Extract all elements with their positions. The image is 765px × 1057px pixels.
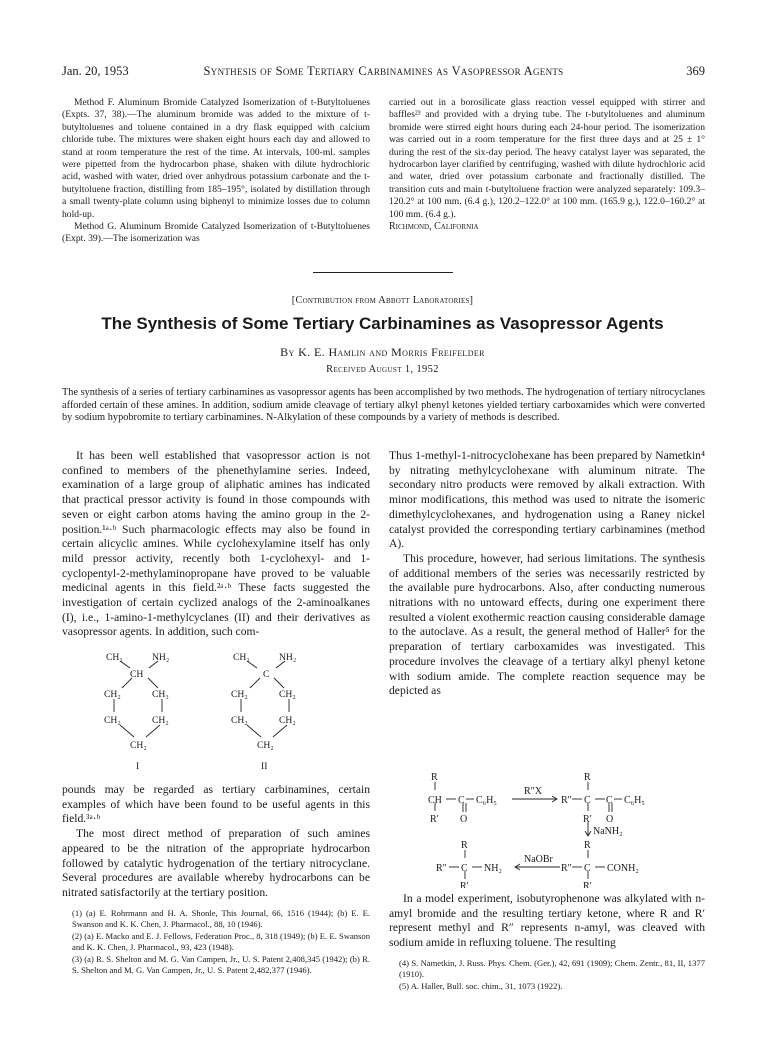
scheme-Rp-1: R′ — [430, 814, 439, 825]
II-ch2-left: CH₂ — [231, 689, 248, 700]
I-ch2-lower-left: CH₂ — [104, 715, 121, 726]
II-nh2: NH₂ — [279, 652, 297, 663]
structure-I-label: I — [136, 761, 140, 772]
contribution-line: [Contribution from Abbott Laboratories] — [291, 295, 474, 306]
reagent-naobr: NaOBr — [524, 854, 553, 865]
I-ch: CH — [130, 669, 144, 680]
footnote-3: (3) (a) R. S. Shelton and M. G. Van Campen, Jr., U. S. Patent 2,408,345 (1942); (b) R. S. Shelton and M. G. Van Campen, Jr., U. S. Patent 2,482,377 (1946). — [72, 953, 370, 976]
body-right-column-top — [389, 449, 705, 699]
I-nh2: NH₂ — [152, 652, 170, 663]
scheme-o-2: O — [606, 814, 614, 825]
scheme-Rpp-4: R″ — [436, 863, 447, 874]
II-ch3: CH₃ — [233, 652, 250, 663]
preparation-paragraph: The most direct method of preparation of such amines appeared to be the nitration of the appropriate hydrocarbon followed by catalytic hydrogenation of the tertiary nitrocyclane. Several procedures are available whereby hydrocarbons can be nitrated satisfactorily at the tertiary position. — [62, 827, 370, 899]
body-left-column-top — [62, 449, 370, 640]
model-experiment-paragraph: In a model experiment, isobutyrophenone was alkylated with n-amyl bromide and the resulting tertiary ketone, where R and R′ represent methyl and R″ represents n-amyl, was cleaved with sodium amide in refluxing toluene. The resulting — [389, 892, 705, 950]
affiliation: Richmond, California — [389, 221, 479, 233]
footnote-5: (5) A. Haller, Bull. soc. chim., 31, 1073 (1922). — [399, 980, 563, 991]
running-title: Synthesis of Some Tertiary Carbinamines as Vasopressor Agents — [203, 64, 564, 78]
II-ch2-bottom: CH₂ — [257, 740, 274, 751]
footnote-2: (2) (a) E. Macko and E. J. Fellows, Federation Proc., 8, 318 (1949); (b) E. E. Swanson and K. K. Chen, J. Pharmacol., 93, 423 (1948). — [72, 930, 370, 953]
scheme-c-4: C — [584, 863, 591, 874]
scheme-R-1: R — [431, 772, 438, 783]
footnotes-right — [389, 958, 705, 992]
scheme-conh2: CONH₂ — [607, 863, 639, 874]
scheme-o-1: O — [460, 814, 468, 825]
scheme-Rp-4: R′ — [460, 881, 469, 888]
I-ch2-lower-right: CH₂ — [152, 715, 169, 726]
scheme-c-2: C — [584, 795, 591, 806]
I-ch2-left: CH₂ — [104, 689, 121, 700]
II-ch2-lower-right: CH₂ — [279, 715, 296, 726]
method-g-continued: carried out in a borosilicate glass reaction vessel equipped with stirrer and baffles²³ and provided with a drying tube. The t-butyltoluenes and aluminum bromide were stirred eight hours during each 24-hour period. The isomerization was carried out in a room temperature for the first three days and at 25 ± 1° during the rest of the six-day period. The heavy catalyst layer was separated, the hydrocarbon layer clarified by centrifuging, washed with dilute hydrochloric acid and water, dried over potassium carbonate and fractionally distilled. The transition cuts and main t-butyltoluene fraction were analyzed separately: 109.3–120.2° at 100 mm. (6.4 g.), 120.2–122.0° at 100 mm. (165.9 g.), 122.0–160.2° at 100 mm. (6.4 g.). — [389, 97, 705, 220]
authors: By K. E. Hamlin and Morris Freifelder — [280, 345, 485, 359]
II-ch2-lower-left: CH₂ — [231, 715, 248, 726]
reaction-scheme — [420, 770, 710, 888]
scheme-Rpp-3: R″ — [561, 863, 572, 874]
section-divider — [313, 272, 453, 273]
scheme-c-5: C — [461, 863, 468, 874]
issue-date: Jan. 20, 1953 — [62, 64, 129, 78]
footnote-1: (1) (a) E. Rohrmann and H. A. Shonle, This Journal, 66, 1516 (1944); (b) E. E. Swanson and K. K. Chen, J. Pharmacol., 88, 10 (1946). — [72, 908, 370, 930]
running-head — [62, 64, 705, 80]
structure-diagram — [100, 652, 340, 780]
scheme-ch: CH — [428, 795, 442, 806]
I-ch3-right: CH₃ — [152, 689, 169, 700]
I-ch2-bottom: CH₂ — [130, 740, 147, 751]
tertiary-carbinamines-paragraph: pounds may be regarded as tertiary carbinamines, certain examples of which have been found to be useful agents in this field.³ᵃ·ᵇ — [62, 783, 370, 826]
intro-paragraph: It has been well established that vasopressor action is not confined to members of the phenethylamine series. Indeed, examination of a large group of aliphatic amines has indicated that practical pressor activity is found in those compounds with seven or eight carbon atoms having the amino group in the 2-position.¹ᵃ·ᵇ Such pharmacologic effects may also be found in certain alicyclic amines. While cyclohexylamine itself has only mild pressor activity, recently both 1-cyclohexyl- and 1-cyclopentyl-2-methylaminopropane have proved to be valuable medicinal agents in this field.²ᵃ·ᵇ These facts suggested the investigation of certain cyclized analogs of the 2-aminoalkanes (I), i.e., 1-amino-1-methylcyclanes (II) and their derivatives as vasopressor agents. In addition, such com- — [62, 449, 370, 639]
body-left-column-bottom — [62, 783, 370, 901]
scheme-R-2: R — [584, 772, 591, 783]
scheme-c6h5-2: C₆H₅ — [624, 795, 645, 806]
footnote-4: (4) S. Nametkin, J. Russ. Phys. Chem. (Ger.), 42, 691 (1909); Chem. Zentr., 81, II, 1377 (1910). — [399, 958, 705, 980]
scheme-Rp-2: R′ — [583, 814, 592, 825]
abstract: The synthesis of a series of tertiary carbinamines as vasopressor agents has been accomplished by two methods. The hydrogenation of tertiary nitrocyclanes afforded certain of these amines. In addition, sodium amide cleavage of tertiary alkyl phenyl ketones yielded tertiary carboxamides which were converted by sodium hypobromite to tertiary carbinamines. N-Alkylation of these compounds by a variety of methods is described. — [62, 387, 705, 424]
I-ch3: CH₃ — [106, 652, 123, 663]
method-g-paragraph: Method G. Aluminum Bromide Catalyzed Isomerization of t-Butyltoluenes (Expt. 39).—The isomerization was — [62, 221, 370, 245]
scheme-R-4: R — [461, 840, 468, 851]
scheme-c6h5-1: C₆H₅ — [476, 795, 497, 806]
scheme-R-3: R — [584, 840, 591, 851]
page-number: 369 — [686, 64, 705, 78]
nametkin-paragraph: Thus 1-methyl-1-nitrocyclohexane has been prepared by Nametkin⁴ by nitrating methylcyclohexane with aluminum nitrate. The secondary nitro products were removed by alkali extraction. With minor modifications, this method was used to nitrate the isomeric dimethylcyclohexanes, and hydrogenation using a Raney nickel catalyst provided the corresponding tertiary carbinamines (method A). — [389, 449, 705, 551]
received-date: Received August 1, 1952 — [326, 364, 439, 375]
reagent-nanh2: NaNH₂ — [593, 826, 623, 837]
reaction-scheme-diagram — [420, 770, 710, 888]
body-right-column-bottom — [389, 892, 705, 951]
scheme-c-3: C — [606, 795, 613, 806]
article-title: The Synthesis of Some Tertiary Carbinamines as Vasopressor Agents — [101, 314, 664, 333]
scheme-c-1: C — [458, 795, 465, 806]
structures-I-II — [100, 652, 340, 780]
II-c: C — [263, 669, 270, 680]
method-f-paragraph: Method F. Aluminum Bromide Catalyzed Isomerization of t-Butyltoluenes (Expts. 37, 38).—The aluminum bromide was added to the mixture of t-butyltoluenes and toluene contained in a dry flask equipped with calcium chloride tube. The mixtures were shaken eight hours each day and allowed to stand at room temperature the rest of the time. At intervals, 100-ml. samples were pipetted from the hydrocarbon phase, shaken with dilute hydrochloric acid, washed with water, dried over anhydrous potassium carbonate and the t-butyltoluene fraction, distilling from 185–195°, isolated by distillation through a small twenty-plate column using biphenyl to minimize losses due to column hold-up. — [62, 97, 370, 220]
II-ch2-right: CH₂ — [279, 689, 296, 700]
prev-article-left-column — [62, 97, 370, 246]
reagent-rx: R″X — [524, 786, 543, 797]
prev-article-right-column — [389, 97, 705, 233]
structure-II-label: II — [261, 761, 268, 772]
scheme-Rpp-2: R″ — [561, 795, 572, 806]
scheme-nh2: NH₂ — [484, 863, 502, 874]
scheme-Rp-3: R′ — [583, 881, 592, 888]
limitations-paragraph: This procedure, however, had serious limitations. The synthesis of additional members of the series was necessarily restricted by the available pure hydrocarbons. Also, after conducting numerous nitrations with no untoward effects, during one experiment there resulted a violent exothermic reaction causing considerable damage to the autoclave. As a result, the general method of Haller⁵ for the preparation of tertiary carboxamides was investigated. This procedure involves the cleavage of a tertiary alkyl phenyl ketone with sodium amide. The complete reaction sequence may be depicted as — [389, 551, 705, 698]
footnotes-left — [62, 908, 370, 976]
